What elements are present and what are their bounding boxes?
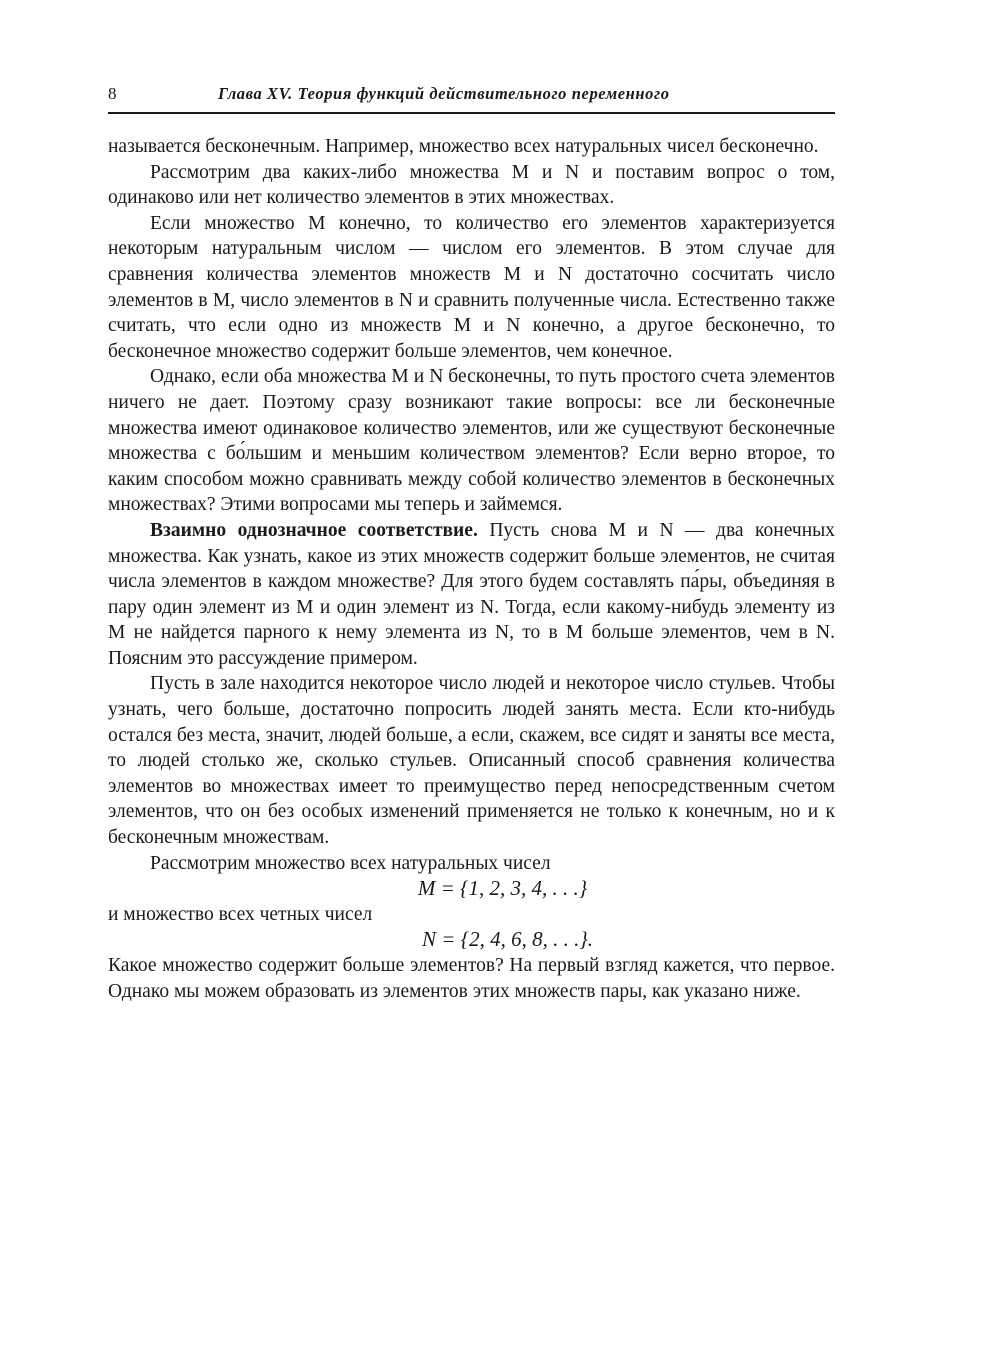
paragraph-4: Однако, если оба множества M и N бесконечны, то путь простого счета элементов ничего не дает. Поэтому сразу возникают такие вопросы: все ли бесконечные множества имеют одинаковое количество элементов, или же существуют бесконечные множества с бо́льшим и меньшим количеством элементов? Если верно второе, то каким способом можно сравнивать между собой количество элементов в бесконечных множествах? Этими вопросами мы теперь и займемся.: [108, 366, 835, 516]
body-text: [108, 134, 835, 1004]
page-number: 8: [108, 84, 117, 103]
paragraph-1: называется бесконечным. Например, множество всех натуральных чисел бесконечно.: [108, 136, 819, 157]
paragraph-9: Какое множество содержит больше элементов? На первый взгляд кажется, что первое. Однако мы можем образовать из элементов этих множеств пары, как указано ниже.: [108, 955, 835, 1002]
formula-natural-numbers: M = {1, 2, 3, 4, . . .}: [417, 876, 588, 901]
paragraph-5-text: Пусть снова M и N — два конечных множества. Как узнать, какое из этих множеств содержит больше элементов, не считая числа элементов в каждом множестве? Для этого будем составлять па́ры, объединяя в пару один элемент из M и один элемент из N. Тогда, если какому-нибудь элементу из M не найдется парного к нему элемента из N, то в M больше элементов, чем в N. Поясним это рассуждение примером.: [108, 519, 835, 669]
paragraph-8: и множество всех четных чисел: [108, 903, 373, 925]
paragraph-7: Рассмотрим множество всех натуральных чисел: [150, 852, 551, 874]
formula-even-numbers: N = {2, 4, 6, 8, . . .}.: [422, 927, 593, 952]
running-title: Глава XV. Теория функций действительного переменного: [218, 84, 670, 103]
section-term: Взаимно однозначное соответствие.: [150, 519, 478, 541]
paragraph-6: Пусть в зале находится некоторое число людей и некоторое число стульев. Чтобы узнать, чего больше, достаточно попросить людей занять места. Если кто-нибудь остался без места, значит, людей больше, а если, скажем, все сидят и заняты все места, то людей столько же, сколько стульев. Описанный способ сравнения количества элементов во множествах имеет то преимущество перед непосредственным счетом элементов, что он без особых изменений применяется не только к конечным, но и к бесконечным множествам.: [108, 673, 835, 849]
page-header: [108, 84, 835, 114]
paragraph-5: [108, 518, 835, 672]
paragraph-3: Если множество M конечно, то количество его элементов характеризуется некоторым натуральным числом — числом его элементов. В этом случае для сравнения количества элементов множеств M и N достаточно сосчитать число элементов в M, число элементов в N и сравнить полученные числа. Естественно также считать, что если одно из множеств M и N конечно, а другое бесконечно, то бесконечное множество содержит больше элементов, чем конечное.: [108, 212, 835, 362]
paragraph-2: Рассмотрим два каких-либо множества M и N и поставим вопрос о том, одинаково или нет количество элементов в этих множествах.: [108, 161, 835, 209]
